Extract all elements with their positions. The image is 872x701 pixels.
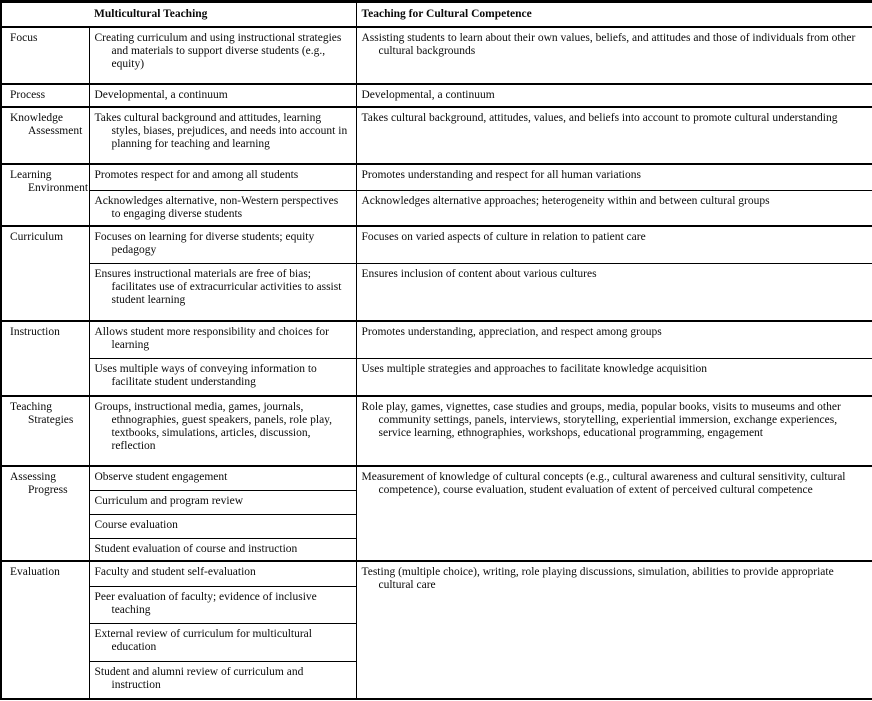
row-curriculum (1, 226, 872, 263)
row-focus (1, 27, 872, 84)
cell-assessing-progress-multicultural-4: Student evaluation of course and instruction (89, 538, 356, 561)
row-learning-environment-2 (1, 191, 872, 227)
row-knowledge-assessment (1, 107, 872, 164)
cell-curriculum-multicultural-1: Focuses on learning for diverse students; equity pedagogy (89, 226, 356, 263)
row-curriculum-2 (1, 263, 872, 321)
row-instruction-2 (1, 358, 872, 396)
cell-process-multicultural: Developmental, a continuum (89, 84, 356, 107)
cell-teaching-strategies-multicultural: Groups, instructional media, games, journals, ethnographies, guest speakers, panels, role play, textbooks, simulations, articles, discussion, reflection (89, 396, 356, 466)
cell-assessing-progress-multicultural-2: Curriculum and program review (89, 490, 356, 514)
cell-learning-environment-competence-1: Promotes understanding and respect for all human variations (356, 164, 872, 191)
cell-instruction-multicultural-2: Uses multiple ways of conveying information to facilitate student understanding (89, 358, 356, 396)
cell-knowledge-assessment-multicultural: Takes cultural background and attitudes, learning styles, biases, prejudices, and needs into account in planning for teaching and learning (89, 107, 356, 164)
row-label-teaching-strategies: Teaching Strategies (1, 396, 89, 466)
corner-cell (1, 2, 89, 27)
row-label-learning-environment: Learning Environment (1, 164, 89, 227)
row-label-instruction: Instruction (1, 321, 89, 396)
row-assessing-progress (1, 466, 872, 490)
row-label-evaluation: Evaluation (1, 561, 89, 699)
cell-curriculum-competence-2: Ensures inclusion of content about various cultures (356, 263, 872, 321)
row-learning-environment (1, 164, 872, 191)
row-label-focus: Focus (1, 27, 89, 84)
cell-process-competence: Developmental, a continuum (356, 84, 872, 107)
cell-evaluation-multicultural-2: Peer evaluation of faculty; evidence of inclusive teaching (89, 586, 356, 623)
cell-learning-environment-competence-2: Acknowledges alternative approaches; heterogeneity within and between cultural groups (356, 191, 872, 227)
row-instruction (1, 321, 872, 358)
row-process (1, 84, 872, 107)
cell-instruction-competence-1: Promotes understanding, appreciation, and respect among groups (356, 321, 872, 358)
row-label-knowledge-assessment: Knowledge Assessment (1, 107, 89, 164)
cell-curriculum-competence-1: Focuses on varied aspects of culture in relation to patient care (356, 226, 872, 263)
cell-curriculum-multicultural-2: Ensures instructional materials are free of bias; facilitates use of extracurricular activities to assist student learning (89, 263, 356, 321)
cell-knowledge-assessment-competence: Takes cultural background, attitudes, values, and beliefs into account to promote cultural understanding (356, 107, 872, 164)
row-label-curriculum: Curriculum (1, 226, 89, 321)
row-label-assessing-progress: Assessing Progress (1, 466, 89, 561)
row-evaluation (1, 561, 872, 586)
cell-instruction-multicultural-1: Allows student more responsibility and choices for learning (89, 321, 356, 358)
cell-teaching-strategies-competence: Role play, games, vignettes, case studies and groups, media, popular books, visits to museums and other community settings, panels, interviews, storytelling, experiential immersion, exchange experiences, service learning, ethnographies, workshops, educational programming, engagement (356, 396, 872, 466)
cell-learning-environment-multicultural-2: Acknowledges alternative, non-Western perspectives to engaging diverse students (89, 191, 356, 227)
column-header-multicultural-teaching: Multicultural Teaching (89, 2, 356, 27)
column-header-teaching-for-cultural-competence: Teaching for Cultural Competence (356, 2, 872, 27)
cell-learning-environment-multicultural-1: Promotes respect for and among all students (89, 164, 356, 191)
cell-assessing-progress-multicultural-1: Observe student engagement (89, 466, 356, 490)
row-teaching-strategies (1, 396, 872, 466)
cell-evaluation-competence: Testing (multiple choice), writing, role playing discussions, simulation, abilities to provide appropriate cultural care (356, 561, 872, 699)
cell-evaluation-multicultural-3: External review of curriculum for multicultural education (89, 623, 356, 661)
row-label-process: Process (1, 84, 89, 107)
cell-evaluation-multicultural-4: Student and alumni review of curriculum and instruction (89, 661, 356, 699)
cell-focus-multicultural: Creating curriculum and using instructional strategies and materials to support diverse students (e.g., equity) (89, 27, 356, 84)
cell-instruction-competence-2: Uses multiple strategies and approaches to facilitate knowledge acquisition (356, 358, 872, 396)
cell-evaluation-multicultural-1: Faculty and student self-evaluation (89, 561, 356, 586)
cell-focus-competence: Assisting students to learn about their own values, beliefs, and attitudes and those of individuals from other cultural backgrounds (356, 27, 872, 84)
cell-assessing-progress-multicultural-3: Course evaluation (89, 514, 356, 538)
cell-assessing-progress-competence: Measurement of knowledge of cultural concepts (e.g., cultural awareness and cultural sensitivity, cultural competence), course evaluation, student evaluation of extent of perceived cultural competence (356, 466, 872, 561)
